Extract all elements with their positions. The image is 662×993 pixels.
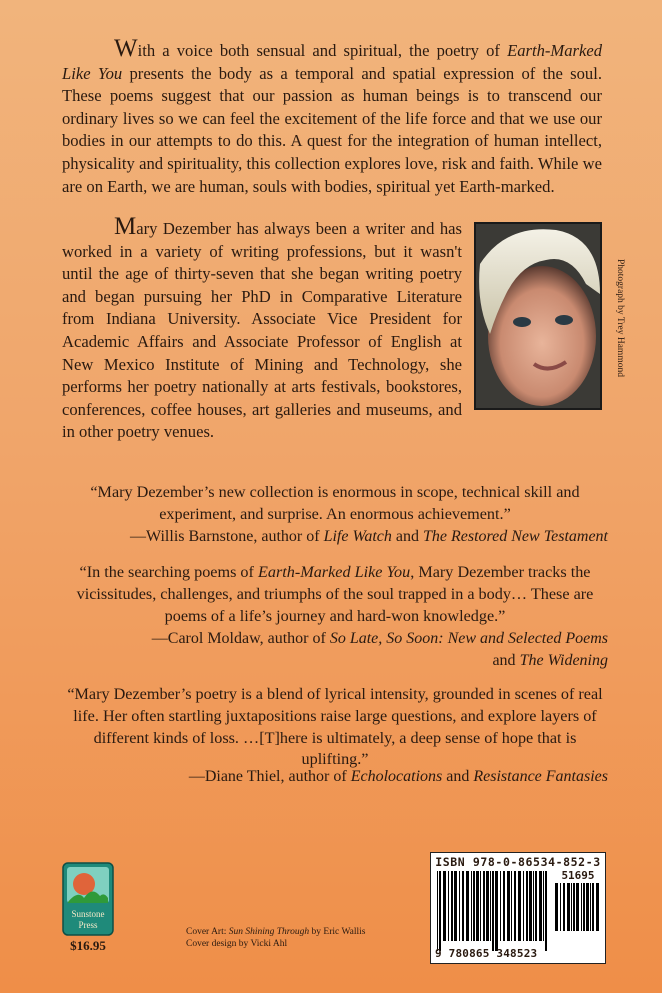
dropcap-m: M xyxy=(114,213,137,240)
barcode-bar xyxy=(459,871,460,941)
barcode-bar xyxy=(476,871,479,941)
barcode-bar xyxy=(473,871,475,941)
barcode-bar xyxy=(563,883,565,931)
barcode-bar xyxy=(486,871,489,941)
attribution-work-3a: Echolocations xyxy=(350,768,443,785)
barcode-bar xyxy=(514,871,516,941)
barcode-bar xyxy=(533,871,534,941)
barcode-bar xyxy=(581,883,582,931)
attribution-work-2b: The Widening xyxy=(519,651,608,669)
barcode-bar xyxy=(590,883,591,931)
blurb-book-title: Earth-Marked Like You xyxy=(62,41,602,83)
barcode-bar xyxy=(507,871,510,941)
author-photo xyxy=(474,222,602,410)
barcode-bar xyxy=(492,871,494,951)
barcode-bar xyxy=(451,871,453,941)
attribution-work-1a: Life Watch xyxy=(323,528,392,545)
attribution-joiner-3: and xyxy=(442,768,474,785)
review-attribution-1 xyxy=(60,526,608,548)
attribution-prefix-2: —Carol Moldaw, author of xyxy=(151,630,330,647)
barcode-bar xyxy=(443,871,446,941)
review-attribution-3 xyxy=(60,766,608,788)
publisher-logo-icon xyxy=(62,862,114,936)
barcode-bar xyxy=(526,871,528,941)
barcode-bar xyxy=(567,883,570,931)
supplement-barcode-bars xyxy=(555,883,601,941)
barcode-bar xyxy=(462,871,464,941)
ean-barcode-bars xyxy=(437,871,549,951)
cover-art-artist: by Eric Wallis xyxy=(309,927,366,937)
quote-2-post: , Mary Dezember tracks the vicissitudes, challenges, and triumphs of the soul trapped in a body… These are poems of a life’s journey and hard-won knowledge.” xyxy=(76,563,594,625)
barcode-bar xyxy=(483,871,485,941)
isbn-number: ISBN 978-0-86534-852-3 xyxy=(435,855,601,869)
barcode-bar xyxy=(555,883,558,931)
attribution-work-3b: Resistance Fantasies xyxy=(473,768,608,785)
barcode-bar xyxy=(511,871,512,941)
attribution-prefix-3: —Diane Thiel, author of xyxy=(188,768,351,785)
logo-name-line2: Press xyxy=(78,920,98,930)
isbn-barcode xyxy=(430,852,606,964)
cover-art-credit xyxy=(186,926,366,938)
barcode-bar xyxy=(560,883,561,931)
blurb-part2: presents the body as a temporal and spatial expression of the soul. These poems suggest that our passion as human beings is to transcend our ordinary lives so we can feel the excitement of the life force and that we use our bodies in our attempts to do this. A quest for the integration of human intellect, physicality and spirituality, this collection explores love, risk and faith. While we are on Earth, we are human, souls with bodies, spiritual yet Earth-marked. xyxy=(62,63,602,196)
barcode-bar xyxy=(583,883,585,931)
barcode-bar xyxy=(529,871,532,941)
review-attribution-2 xyxy=(60,628,608,672)
attribution-joiner-1: and xyxy=(391,528,423,545)
attribution-prefix-1: —Willis Barnstone, author of xyxy=(130,528,324,545)
dropcap-w: W xyxy=(114,35,138,62)
barcode-bar xyxy=(471,871,472,941)
barcode-bar xyxy=(437,871,438,951)
review-quote-1: “Mary Dezember’s new collection is enormous in scope, technical skill and experiment, and surprise. An enormous achievement.” xyxy=(90,483,580,523)
barcode-bar xyxy=(454,871,457,941)
barcode-bar xyxy=(576,883,579,931)
quote-2-book-title: Earth-Marked Like You xyxy=(257,563,411,581)
barcode-bar xyxy=(490,871,491,941)
review-quote-3: “Mary Dezember’s poetry is a blend of lyrical intensity, grounded in scenes of real life. Her often startling juxtapositions raise large questions, and explore layers of different kinds of loss. …[T]here is ultimately, a deep sense of hope that is uplifting.” xyxy=(67,685,603,769)
barcode-bar xyxy=(573,883,575,931)
photo-credit: Photograph by Trey Hammond xyxy=(615,259,625,377)
cover-design-credit: Cover design by Vicki Ahl xyxy=(186,939,288,949)
barcode-bar xyxy=(503,871,505,941)
barcode-bar xyxy=(596,883,599,931)
cover-art-label: Cover Art: xyxy=(186,927,229,937)
attribution-joiner-2: and xyxy=(492,651,520,669)
price-label: $16.95 xyxy=(70,938,106,953)
quote-2-pre: “In the searching poems of xyxy=(79,563,258,581)
barcode-bar xyxy=(448,871,449,941)
barcode-bar xyxy=(495,871,498,951)
barcode-bar xyxy=(523,871,524,941)
cover-credits xyxy=(186,926,366,950)
barcode-bar xyxy=(518,871,521,941)
author-bio xyxy=(62,213,462,444)
ean-number: 9 780865 348523 xyxy=(435,947,538,960)
barcode-bar xyxy=(539,871,542,941)
barcode-bar xyxy=(439,871,441,951)
review-quote-2 xyxy=(60,562,610,627)
author-portrait-image xyxy=(476,224,600,408)
cover-art-title: Sun Shining Through xyxy=(228,927,310,937)
book-description xyxy=(62,35,602,198)
sunstone-press-logo xyxy=(62,862,114,936)
logo-name-line1: Sunstone xyxy=(71,909,105,919)
barcode-bar xyxy=(592,883,594,931)
barcode-bar xyxy=(535,871,537,941)
barcode-bar xyxy=(586,883,589,931)
barcode-bar xyxy=(480,871,481,941)
attribution-work-1b: The Restored New Testament xyxy=(422,528,608,545)
barcode-bar xyxy=(543,871,544,941)
attribution-work-2a: So Late, So Soon: New and Selected Poems xyxy=(329,630,608,647)
barcode-bar xyxy=(500,871,501,941)
bio-text: ary Dezember has always been a writer and has worked in a variety of writing professions, but it wasn't until the age of thirty-seven that she began writing poetry and began pursuing her PhD in Comparative Literature from Indiana University. Associate Vice President for Academic Affairs and Associate Professor of English at New Mexico Institute of Mining and Technology, she performs her poetry nationally at arts festivals, bookstores, conferences, coffee houses, art galleries and museums, and in other poetry venues. xyxy=(62,219,462,442)
price-supplement-number: 51695 xyxy=(561,869,595,882)
blurb-part1: ith a voice both sensual and spiritual, the poetry of xyxy=(137,41,508,60)
barcode-bar xyxy=(466,871,469,941)
barcode-bar xyxy=(545,871,547,951)
barcode-bar xyxy=(571,883,572,931)
